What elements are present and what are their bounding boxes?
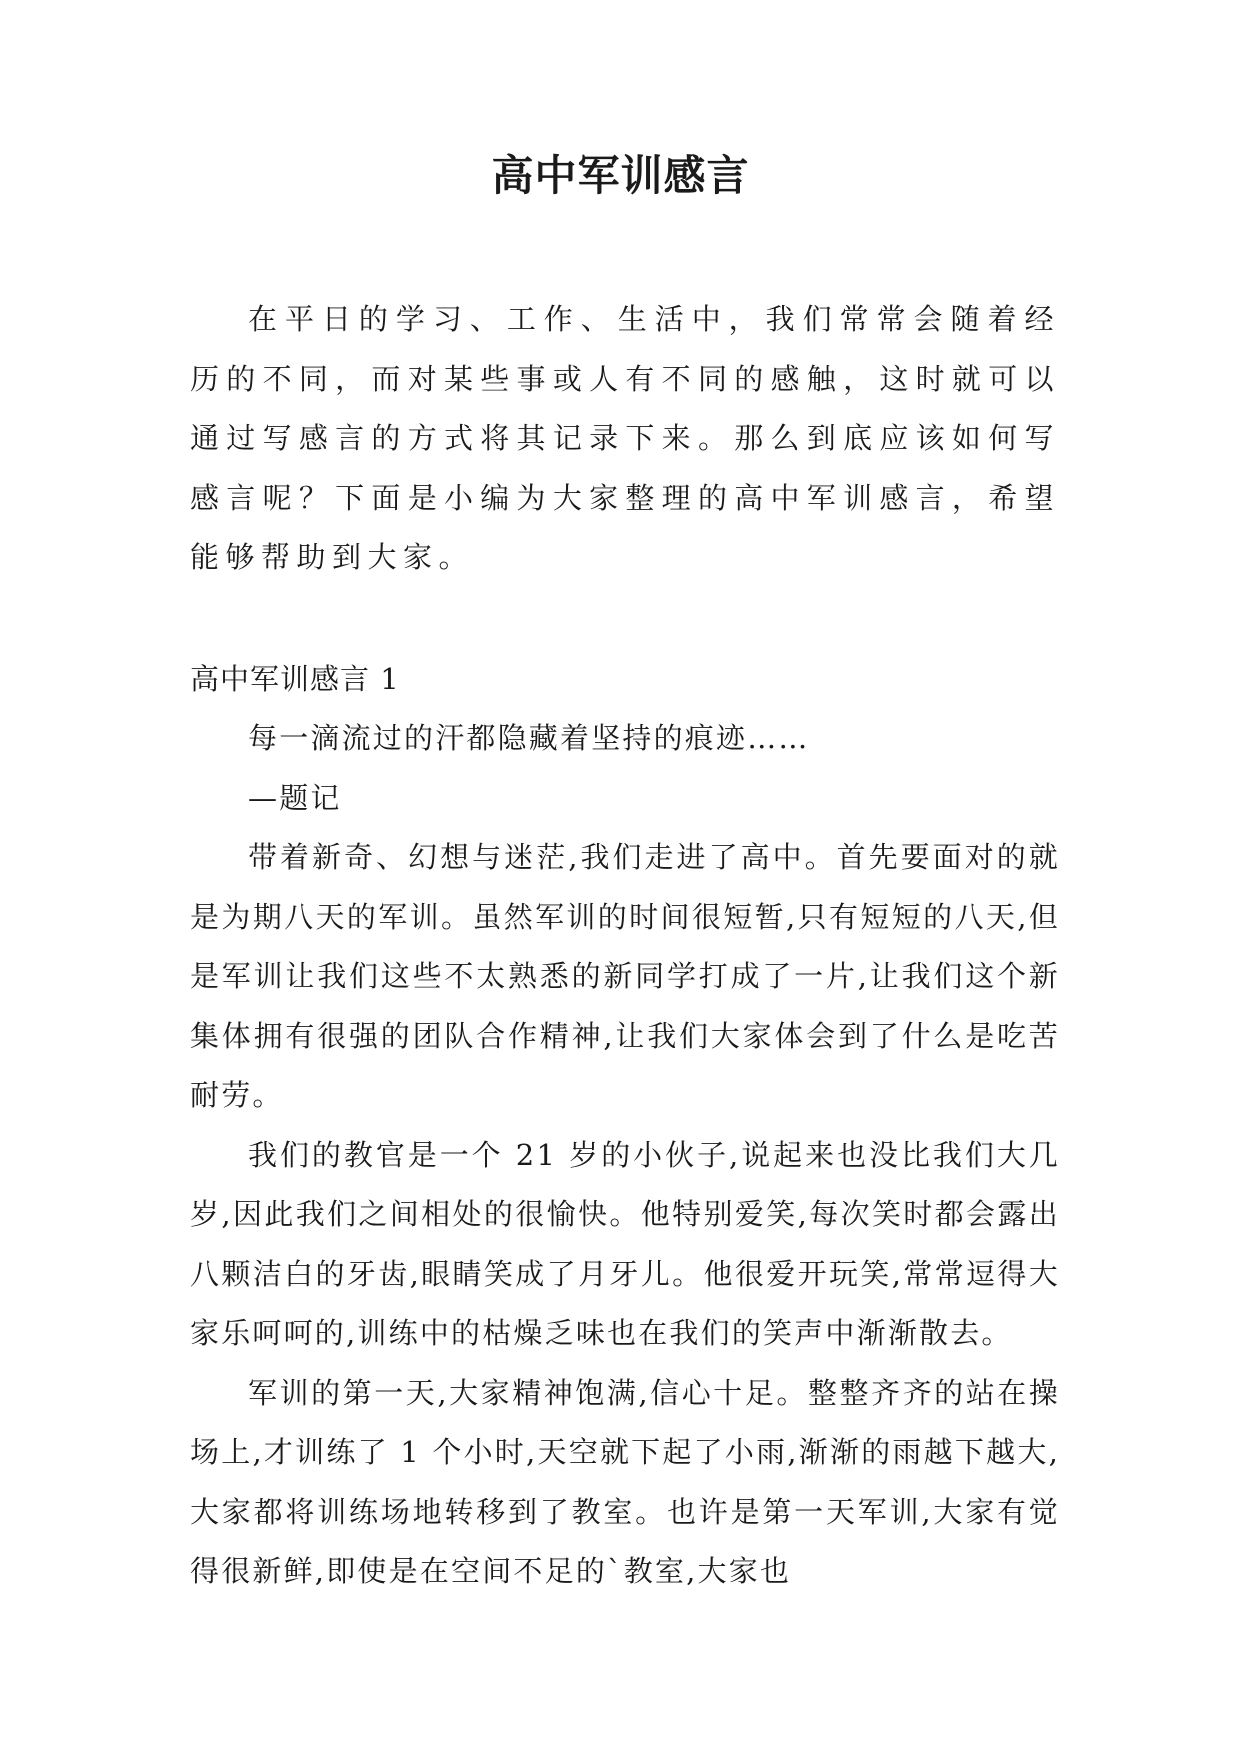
body-paragraph: 军训的第一天,大家精神饱满,信心十足。整整齐齐的站在操场上,才训练了 1 个小时,天空就下起了小雨,渐渐的雨越下越大,大家都将训练场地转移到了教室。也许是第一天军训,大家有觉得很新鲜,即使是在空间不足的`教室,大家也 [190, 1375, 1060, 1588]
section-heading: 高中军训感言 1 [190, 661, 400, 696]
document-title: 高中军训感言 [491, 151, 750, 200]
intro-paragraph: 在平日的学习、工作、生活中，我们常常会随着经历的不同，而对某些事或人有不同的感触，这时就可以通过写感言的方式将其记录下来。那么到底应该如何写感言呢？下面是小编为大家整理的高中军训感言，希望能够帮助到大家。 [190, 302, 1060, 574]
epigraph-attribution: —题记 [248, 780, 342, 815]
body-paragraph: 带着新奇、幻想与迷茫,我们走进了高中。首先要面对的就是为期八天的军训。虽然军训的时间很短暂,只有短短的八天,但是军训让我们这些不太熟悉的新同学打成了一片,让我们这个新集体拥有很强的团队合作精神,让我们大家体会到了什么是吃苦耐劳。 [190, 840, 1060, 1112]
epigraph: 每一滴流过的汗都隐藏着坚持的痕迹…… [248, 721, 810, 755]
document-body [190, 290, 1060, 1602]
body-paragraph: 我们的教官是一个 21 岁的小伙子,说起来也没比我们大几岁,因此我们之间相处的很愉快。他特别爱笑,每次笑时都会露出八颗洁白的牙齿,眼睛笑成了月牙儿。他很爱开玩笑,常常逗得大家乐呵呵的,训练中的枯燥乏味也在我们的笑声中渐渐散去。 [190, 1137, 1060, 1350]
